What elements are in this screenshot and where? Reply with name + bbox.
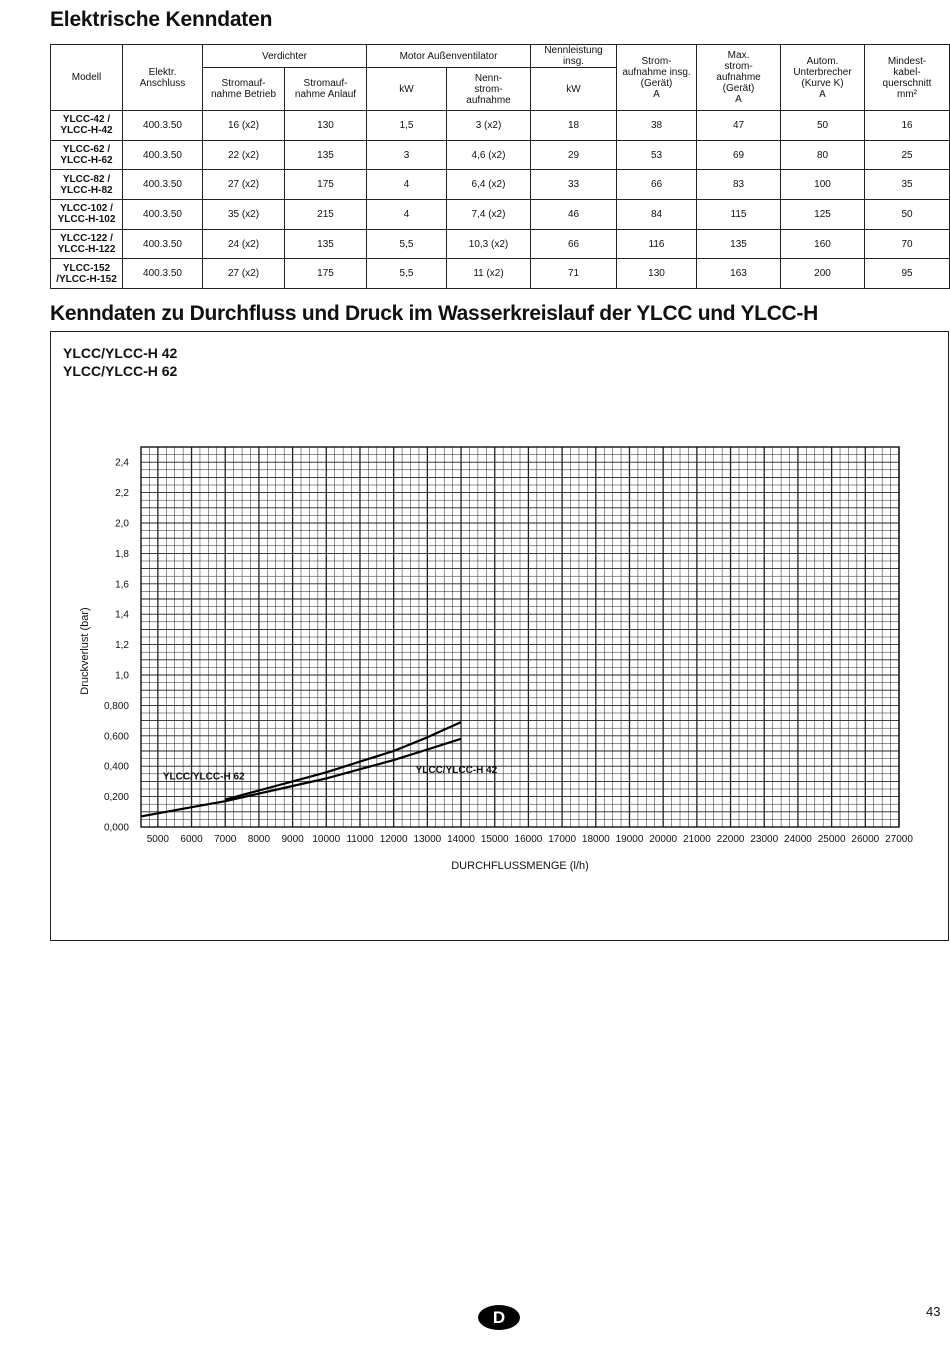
x-tick-label: 27000	[885, 834, 913, 845]
x-tick-label: 6000	[180, 834, 203, 845]
kabel-cell: 50	[865, 200, 950, 230]
model-cell: YLCC-62 / YLCC-H-62	[51, 140, 123, 170]
nennleistung-cell: 66	[531, 229, 617, 259]
motor-kw-cell: 4	[367, 200, 447, 230]
nennleistung-cell: 18	[531, 111, 617, 141]
y-tick-label: 1,4	[115, 609, 129, 621]
y-tick-label: 2,4	[115, 457, 129, 469]
y-tick-label: 2,2	[115, 488, 129, 500]
nennstrom-cell: 11 (x2)	[447, 259, 531, 289]
y-tick-label: 1,6	[115, 579, 129, 591]
betrieb-cell: 24 (x2)	[203, 229, 285, 259]
x-tick-label: 7000	[214, 834, 237, 845]
electrical-data-table	[50, 44, 950, 289]
x-tick-label: 13000	[413, 834, 442, 845]
col-header-betrieb: Stromauf- nahme Betrieb	[203, 68, 285, 111]
anlauf-cell: 215	[285, 200, 367, 230]
x-tick-label: 12000	[379, 834, 408, 845]
motor-kw-cell: 5,5	[367, 259, 447, 289]
anschluss-cell: 400.3.50	[123, 200, 203, 230]
anlauf-cell: 135	[285, 229, 367, 259]
col-header-verdichter: Verdichter	[203, 45, 367, 68]
motor-kw-cell: 3	[367, 140, 447, 170]
kabel-cell: 35	[865, 170, 950, 200]
max-strom-cell: 83	[697, 170, 781, 200]
x-tick-label: 10000	[312, 834, 341, 845]
col-header-nennleistung: Nennleistung insg.	[531, 45, 617, 68]
x-tick-label: 18000	[581, 834, 610, 845]
x-tick-label: 20000	[649, 834, 678, 845]
page-number: 43	[926, 1304, 941, 1319]
model-cell: YLCC-82 / YLCC-H-82	[51, 170, 123, 200]
strom-insg-cell: 130	[617, 259, 697, 289]
flow-pressure-chart	[50, 331, 949, 941]
nennstrom-cell: 6,4 (x2)	[447, 170, 531, 200]
unterbrecher-cell: 125	[781, 200, 865, 230]
model-cell: YLCC-102 / YLCC-H-102	[51, 200, 123, 230]
col-header-max-strom: Max. strom- aufnahme (Gerät) A	[697, 45, 781, 111]
kabel-cell: 70	[865, 229, 950, 259]
model-cell: YLCC-42 / YLCC-H-42	[51, 111, 123, 141]
table-row	[51, 200, 950, 230]
motor-kw-cell: 4	[367, 170, 447, 200]
x-tick-label: 11000	[346, 834, 374, 845]
chart-title-line-2: YLCC/YLCC-H 62	[63, 363, 178, 379]
model-cell: YLCC-152 /YLCC-H-152	[51, 259, 123, 289]
section-heading-flow: Kenndaten zu Durchfluss und Druck im Wasserkreislauf der YLCC und YLCC-H	[50, 302, 818, 325]
max-strom-cell: 135	[697, 229, 781, 259]
betrieb-cell: 27 (x2)	[203, 259, 285, 289]
strom-insg-cell: 53	[617, 140, 697, 170]
chart-grid	[141, 447, 899, 827]
y-tick-label: 0,200	[103, 792, 129, 804]
y-tick-label: 1,0	[115, 670, 129, 682]
col-header-motor-kw: kW	[367, 68, 447, 111]
nennleistung-cell: 71	[531, 259, 617, 289]
x-tick-label: 25000	[817, 834, 846, 845]
x-tick-label: 17000	[548, 834, 577, 845]
table-row	[51, 259, 950, 289]
betrieb-cell: 27 (x2)	[203, 170, 285, 200]
betrieb-cell: 35 (x2)	[203, 200, 285, 230]
col-header-anschluss: Elektr. Anschluss	[123, 45, 203, 111]
betrieb-cell: 16 (x2)	[203, 111, 285, 141]
col-header-unterbrecher: Autom. Unterbrecher (Kurve K) A	[781, 45, 865, 111]
nennleistung-cell: 46	[531, 200, 617, 230]
chart-title-line-1: YLCC/YLCC-H 42	[63, 345, 178, 361]
anschluss-cell: 400.3.50	[123, 259, 203, 289]
x-tick-label: 8000	[247, 834, 271, 845]
nennstrom-cell: 4,6 (x2)	[447, 140, 531, 170]
nennleistung-cell: 33	[531, 170, 617, 200]
strom-insg-cell: 38	[617, 111, 697, 141]
strom-insg-cell: 66	[617, 170, 697, 200]
x-tick-label: 5000	[146, 834, 169, 845]
motor-kw-cell: 1,5	[367, 111, 447, 141]
series-label-62: YLCC/YLCC-H 62	[162, 771, 245, 783]
table-row	[51, 170, 950, 200]
series-label-42: YLCC/YLCC-H 42	[415, 765, 498, 777]
x-tick-label: 15000	[480, 834, 509, 845]
max-strom-cell: 115	[697, 200, 781, 230]
anschluss-cell: 400.3.50	[123, 229, 203, 259]
x-tick-label: 16000	[514, 834, 543, 845]
col-header-kabel: Mindest- kabel- querschnitt mm²	[865, 45, 950, 111]
kabel-cell: 16	[865, 111, 950, 141]
max-strom-cell: 47	[697, 111, 781, 141]
chart-plot	[51, 332, 948, 940]
x-tick-label: 9000	[281, 834, 304, 845]
unterbrecher-cell: 160	[781, 229, 865, 259]
max-strom-cell: 69	[697, 140, 781, 170]
x-tick-label: 21000	[682, 834, 711, 845]
kabel-cell: 25	[865, 140, 950, 170]
table-row	[51, 229, 950, 259]
anlauf-cell: 130	[285, 111, 367, 141]
col-header-strom-insg: Strom- aufnahme insg. (Gerät) A	[617, 45, 697, 111]
y-tick-label: 1,2	[115, 640, 129, 652]
nennleistung-cell: 29	[531, 140, 617, 170]
strom-insg-cell: 84	[617, 200, 697, 230]
anschluss-cell: 400.3.50	[123, 170, 203, 200]
table-row	[51, 111, 950, 141]
x-tick-label: 23000	[750, 834, 779, 845]
language-badge: D	[478, 1305, 520, 1330]
x-tick-label: 24000	[784, 834, 812, 845]
y-tick-label: 2,0	[115, 518, 129, 530]
unterbrecher-cell: 80	[781, 140, 865, 170]
table-row	[51, 140, 950, 170]
col-header-nennleistung-kw: kW	[531, 68, 617, 111]
betrieb-cell: 22 (x2)	[203, 140, 285, 170]
y-tick-label: 0,000	[103, 822, 129, 834]
x-tick-label: 14000	[447, 834, 475, 845]
x-tick-label: 19000	[615, 834, 644, 845]
nennstrom-cell: 7,4 (x2)	[447, 200, 531, 230]
motor-kw-cell: 5,5	[367, 229, 447, 259]
model-cell: YLCC-122 / YLCC-H-122	[51, 229, 123, 259]
y-tick-label: 0,400	[103, 761, 129, 773]
col-header-modell: Modell	[51, 45, 123, 111]
anlauf-cell: 175	[285, 170, 367, 200]
nennstrom-cell: 3 (x2)	[447, 111, 531, 141]
x-tick-label: 22000	[716, 834, 745, 845]
unterbrecher-cell: 100	[781, 170, 865, 200]
x-tick-label: 26000	[851, 834, 880, 845]
y-axis-label: Druckverlust (bar)	[79, 607, 91, 695]
y-tick-label: 0,800	[103, 700, 129, 712]
section-heading-electrical: Elektrische Kenndaten	[50, 8, 273, 31]
anlauf-cell: 175	[285, 259, 367, 289]
anschluss-cell: 400.3.50	[123, 111, 203, 141]
col-header-nennstrom: Nenn- strom- aufnahme	[447, 68, 531, 111]
col-header-motor: Motor Außenventilator	[367, 45, 531, 68]
y-tick-label: 0,600	[103, 731, 129, 743]
col-header-anlauf: Stromauf- nahme Anlauf	[285, 68, 367, 111]
kabel-cell: 95	[865, 259, 950, 289]
max-strom-cell: 163	[697, 259, 781, 289]
x-axis-label: DURCHFLUSSMENGE (l/h)	[451, 860, 589, 872]
anlauf-cell: 135	[285, 140, 367, 170]
nennstrom-cell: 10,3 (x2)	[447, 229, 531, 259]
unterbrecher-cell: 50	[781, 111, 865, 141]
anschluss-cell: 400.3.50	[123, 140, 203, 170]
unterbrecher-cell: 200	[781, 259, 865, 289]
strom-insg-cell: 116	[617, 229, 697, 259]
y-tick-label: 1,8	[115, 548, 129, 560]
